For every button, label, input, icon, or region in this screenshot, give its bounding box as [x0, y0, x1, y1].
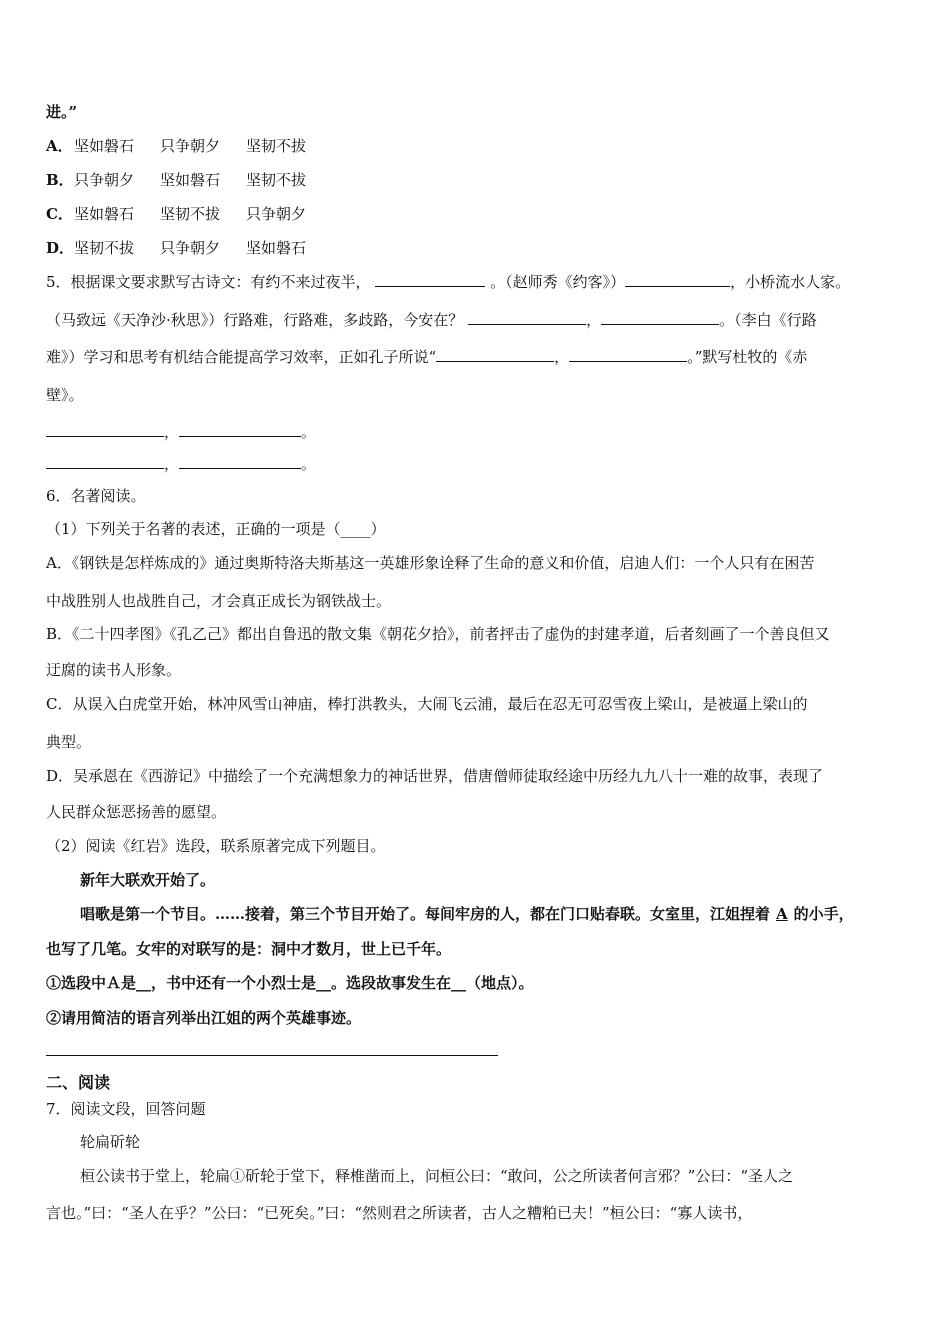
option-word: 只争朝夕: [160, 137, 221, 155]
option-word: 只争朝夕: [160, 239, 221, 257]
q5-text: ，: [164, 455, 180, 473]
q5-blank-row-1: [46, 422, 316, 442]
q7-title: 7．阅读文段，回答问题: [46, 1100, 206, 1118]
q6-option-c-line1: C．从误入白虎堂开始，林冲风雪山神庙，棒打洪教头，大闹飞云浦，最后在忍无可忍雪夜上梁山，是被逼上梁山的: [46, 695, 808, 713]
q6-sub1: （1）下列关于名著的表述，正确的一项是（____）: [46, 520, 386, 538]
option-word: 只争朝夕: [74, 171, 135, 189]
blank-marker-a: A: [776, 905, 788, 923]
q6-option-b-line2: 迂腐的读书人形象。: [46, 661, 182, 679]
answer-blank[interactable]: [625, 272, 730, 287]
q5-line-3: [46, 347, 807, 367]
answer-blank[interactable]: [468, 310, 586, 325]
section-heading: 二、阅读: [46, 1073, 111, 1092]
answer-blank[interactable]: [46, 454, 164, 469]
q5-line-2: [46, 310, 817, 330]
option-word: 坚韧不拔: [246, 171, 307, 189]
q6-question-1: ①选段中Ａ是__，书中还有一个小烈士是__。选段故事发生在__（地点）。: [46, 974, 534, 992]
q6-passage-line3: 也写了几笔。女牢的对联写的是：洞中才数月，世上已千年。: [46, 940, 452, 958]
q6-passage-line2: [80, 904, 854, 924]
q6-option-a-line1: A．《钢铁是怎样炼成的》通过奥斯特洛夫斯基这一英雄形象诠释了生命的意义和价值，启迪人们：一个人只有在困苦: [46, 554, 815, 572]
q5-text: 。: [301, 455, 317, 473]
passage-text: 唱歌是第一个节目。……接着，第三个节目开始了。每间牢房的人，都在门口贴春联。女室里，江姐捏着: [80, 905, 771, 923]
passage-text: 的小手，: [793, 905, 854, 923]
option-letter: A．: [46, 137, 73, 155]
option-letter: B．: [46, 171, 74, 189]
q6-question-2: ②请用简洁的语言列举出江姐的两个英雄事迹。: [46, 1009, 362, 1027]
q5-text: 5．根据课文要求默写古诗文：有约不来过夜半，: [46, 273, 371, 291]
option-word: 坚韧不拔: [246, 137, 307, 155]
q6-sub2: （2）阅读《红岩》选段，联系原著完成下列题目。: [46, 837, 386, 855]
passage-line-2: 言也。”曰：“圣人在乎？”公曰：“已死矣。”曰：“然则君之所读者，古人之糟粕已夫！”桓公曰：“寡人读书，: [46, 1204, 753, 1222]
q6-passage-line1: 新年大联欢开始了。: [80, 871, 216, 889]
q5-text: ，: [586, 311, 602, 329]
q5-text: 。（赵师秀《约客》）: [490, 273, 626, 291]
answer-blank[interactable]: [375, 272, 485, 287]
option-letter: D．: [46, 239, 75, 257]
option-word: 坚韧不拔: [74, 239, 135, 257]
answer-blank[interactable]: [569, 347, 687, 362]
q6-option-a-line2: 中战胜别人也战胜自己，才会真正成长为钢铁战士。: [46, 592, 392, 610]
q5-text: ，小桥流水人家。: [730, 273, 851, 291]
option-word: 坚如磐石: [74, 137, 135, 155]
answer-blank[interactable]: [601, 310, 719, 325]
q4-option-b: [46, 170, 332, 190]
q4-option-c: [46, 204, 332, 224]
q4-tail: 进。”: [46, 103, 78, 121]
q4-option-a: [46, 136, 332, 156]
passage-line-1: 桓公读书于堂上，轮扁①斫轮于堂下，释椎凿而上，问桓公曰：“敢问，公之所读者何言邪？”公曰：“圣人之: [80, 1167, 794, 1185]
q5-text: （马致远《天净沙·秋思》）行路难，行路难，多歧路，今安在？: [46, 311, 464, 329]
q5-text: 。”默写杜牧的《赤: [687, 348, 808, 366]
q6-option-b-line1: B．《二十四孝图》《孔乙己》都出自鲁迅的散文集《朝花夕拾》，前者抨击了虚伪的封建孝道，后者刻画了一个善良但又: [46, 625, 830, 643]
option-word: 坚如磐石: [160, 171, 221, 189]
option-word: 只争朝夕: [246, 205, 307, 223]
answer-blank[interactable]: [436, 347, 554, 362]
q5-blank-row-2: [46, 454, 316, 474]
q5-text: 难》）学习和思考有机结合能提高学习效率，正如孔子所说“: [46, 348, 437, 366]
passage-title: 轮扁斫轮: [80, 1133, 141, 1151]
q5-text: ，: [164, 423, 180, 441]
q5-text: 。: [301, 423, 317, 441]
option-word: 坚韧不拔: [160, 205, 221, 223]
q6-title: 6．名著阅读。: [46, 487, 146, 505]
option-word: 坚如磐石: [74, 205, 135, 223]
q4-option-d: [46, 238, 332, 258]
q6-option-d-line2: 人民群众惩恶扬善的愿望。: [46, 803, 227, 821]
answer-blank[interactable]: [179, 422, 301, 437]
answer-blank[interactable]: [46, 422, 164, 437]
option-letter: C．: [46, 205, 73, 223]
q5-text: ，: [554, 348, 570, 366]
answer-blank[interactable]: [179, 454, 301, 469]
option-word: 坚如磐石: [246, 239, 307, 257]
q5-text: 。（李白《行路: [719, 311, 817, 329]
q6-option-d-line1: D．吴承恩在《西游记》中描绘了一个充满想象力的神话世界，借唐僧师徒取经途中历经九九八十一难的故事，表现了: [46, 767, 824, 785]
q6-option-c-line2: 典型。: [46, 733, 92, 751]
q5-line-1: [46, 272, 850, 292]
answer-line[interactable]: [46, 1055, 498, 1056]
q5-line-4: 壁》。: [46, 386, 84, 404]
